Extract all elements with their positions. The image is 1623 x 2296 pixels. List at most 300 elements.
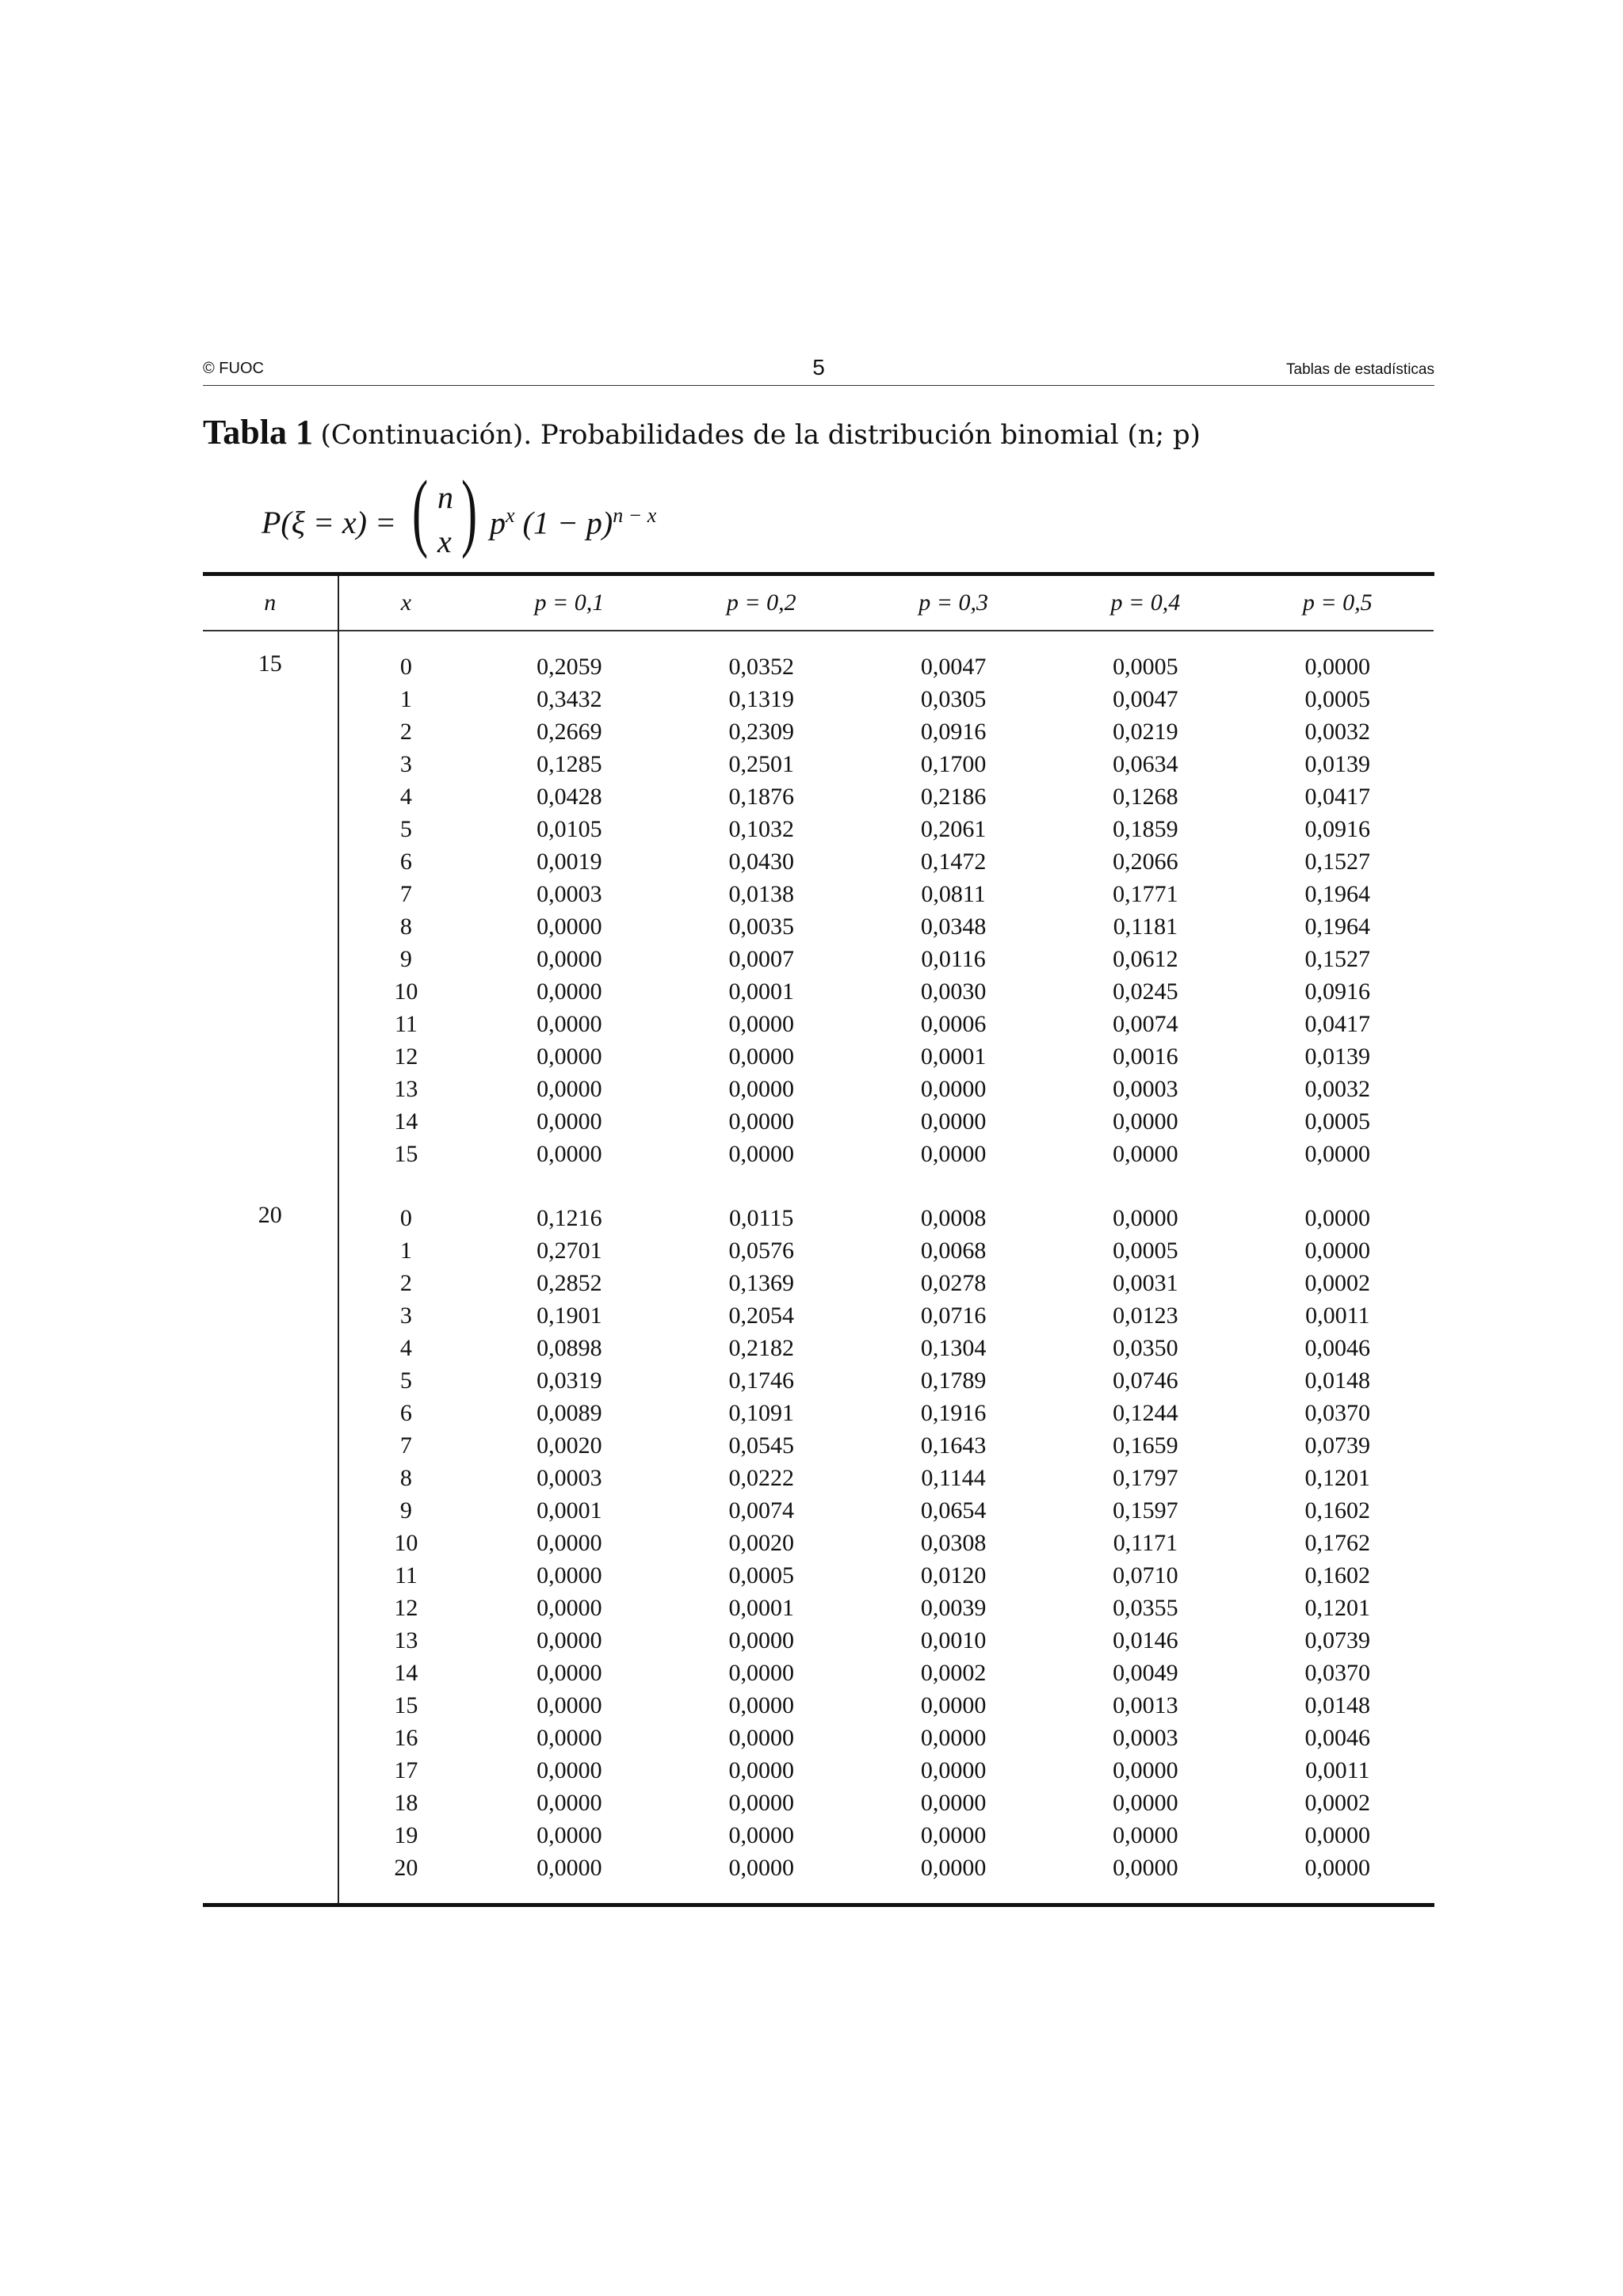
probability-cell: 0,1244 <box>1113 1399 1178 1426</box>
probability-cell: 0,0000 <box>537 945 602 972</box>
binom-right-paren: ) <box>461 463 478 559</box>
probability-cell: 0,0000 <box>1113 1821 1178 1848</box>
binomial-formula <box>262 463 737 570</box>
probability-cell: 0,0417 <box>1304 783 1371 810</box>
probability-cell: 0,0710 <box>1113 1562 1178 1589</box>
n-cell <box>203 1040 338 1073</box>
table-row <box>203 1332 1434 1364</box>
probability-cell: 0,0000 <box>728 1821 794 1848</box>
probability-cell: 0,0000 <box>537 1562 602 1589</box>
header-p04: p = 0,4 <box>1110 589 1181 616</box>
x-cell: 17 <box>394 1756 418 1783</box>
probability-cell: 0,0003 <box>537 880 602 907</box>
probability-cell: 0,1319 <box>728 685 794 712</box>
table-row <box>203 1008 1434 1040</box>
x-cell: 2 <box>399 718 412 745</box>
probability-cell: 0,0000 <box>1113 1756 1178 1783</box>
probability-cell: 0,0074 <box>728 1497 794 1524</box>
probability-cell: 0,0020 <box>537 1432 602 1459</box>
probability-cell: 0,0116 <box>921 945 986 972</box>
spacer-cell <box>666 1170 857 1202</box>
probability-cell: 0,0000 <box>920 1854 987 1881</box>
probability-cell: 0,0001 <box>728 1594 794 1621</box>
probability-cell: 0,0016 <box>1113 1043 1178 1070</box>
n-cell <box>203 910 338 943</box>
table-row <box>203 1105 1434 1138</box>
probability-cell: 0,0007 <box>728 945 794 972</box>
probability-cell: 0,0576 <box>728 1237 794 1264</box>
table-row <box>203 1299 1434 1332</box>
probability-cell: 0,0148 <box>1304 1367 1371 1394</box>
n-cell <box>203 813 338 845</box>
probability-cell: 0,2054 <box>728 1302 794 1329</box>
spacer-cell <box>1049 1170 1241 1202</box>
probability-cell: 0,0000 <box>537 1691 602 1718</box>
n-cell <box>203 1624 338 1657</box>
x-cell: 13 <box>394 1075 418 1102</box>
probability-cell: 0,2066 <box>1113 848 1178 875</box>
table-row <box>203 975 1434 1008</box>
block-spacer <box>203 631 1434 650</box>
probability-cell: 0,0000 <box>537 978 602 1005</box>
n-cell <box>203 1852 338 1884</box>
probability-cell: 0,0000 <box>728 1627 794 1653</box>
probability-cell: 0,0370 <box>1304 1659 1371 1686</box>
probability-cell: 0,1201 <box>1304 1464 1371 1491</box>
spacer-cell <box>666 1884 857 1903</box>
x-cell: 0 <box>399 653 412 680</box>
table-row <box>203 650 1434 683</box>
probability-cell: 0,1901 <box>537 1302 602 1329</box>
n-cell <box>203 715 338 748</box>
probability-cell: 0,0148 <box>1304 1691 1371 1718</box>
probability-cell: 0,0000 <box>728 1854 794 1881</box>
table-bottom-rule <box>203 1903 1434 1907</box>
table-row <box>203 1819 1434 1852</box>
table-title <box>203 412 1201 452</box>
probability-cell: 0,0005 <box>1113 1237 1178 1264</box>
spacer-cell <box>473 1884 665 1903</box>
probability-cell: 0,0000 <box>1113 1789 1178 1816</box>
header-p02: p = 0,2 <box>726 589 796 616</box>
probability-cell: 0,0000 <box>920 1691 987 1718</box>
probability-cell: 0,1285 <box>537 750 602 777</box>
spacer-cell <box>857 1170 1049 1202</box>
probability-cell: 0,0000 <box>1304 1854 1371 1881</box>
probability-cell: 0,1643 <box>920 1432 987 1459</box>
probability-cell: 0,0002 <box>1304 1789 1371 1816</box>
x-cell: 8 <box>399 1464 412 1491</box>
x-cell: 14 <box>394 1108 418 1135</box>
probability-cell: 0,0000 <box>728 1108 794 1135</box>
probability-cell: 0,2501 <box>728 750 794 777</box>
formula-lhs: P(ξ = x) = <box>262 505 396 540</box>
probability-cell: 0,0811 <box>921 880 986 907</box>
table-row <box>203 1559 1434 1592</box>
probability-cell: 0,0417 <box>1304 1010 1371 1037</box>
table-row <box>203 1852 1434 1884</box>
binom-left-paren: ( <box>412 463 429 559</box>
probability-cell: 0,0047 <box>920 653 987 680</box>
x-cell: 2 <box>399 1269 412 1296</box>
spacer-cell <box>338 1170 474 1202</box>
x-cell: 5 <box>399 1367 412 1394</box>
probability-cell: 0,0000 <box>920 1821 987 1848</box>
table-row <box>203 1040 1434 1073</box>
formula-exp-x: x <box>506 504 515 527</box>
probability-cell: 0,0916 <box>1304 978 1371 1005</box>
probability-cell: 0,0245 <box>1113 978 1178 1005</box>
formula-mid: (1 − p) <box>514 505 613 541</box>
table-row <box>203 1494 1434 1527</box>
probability-cell: 0,1700 <box>920 750 987 777</box>
probability-cell: 0,0032 <box>1304 718 1371 745</box>
n-cell <box>203 1722 338 1754</box>
n-cell <box>203 1494 338 1527</box>
table-row <box>203 1429 1434 1462</box>
table-row <box>203 1364 1434 1397</box>
probability-cell: 0,0000 <box>537 1075 602 1102</box>
probability-cell: 0,0146 <box>1113 1627 1178 1653</box>
probability-cell: 0,0003 <box>537 1464 602 1491</box>
x-cell: 9 <box>399 945 412 972</box>
table-row <box>203 1592 1434 1624</box>
probability-cell: 0,1369 <box>728 1269 794 1296</box>
probability-cell: 0,1268 <box>1113 783 1178 810</box>
n-cell <box>203 943 338 975</box>
probability-cell: 0,0039 <box>920 1594 987 1621</box>
probability-cell: 0,0035 <box>728 913 794 940</box>
probability-cell: 0,0000 <box>728 1691 794 1718</box>
table-row <box>203 910 1434 943</box>
probability-cell: 0,1964 <box>1304 880 1371 907</box>
probability-cell: 0,1964 <box>1304 913 1371 940</box>
table-row <box>203 1624 1434 1657</box>
probability-cell: 0,0068 <box>920 1237 987 1264</box>
probability-cell: 0,0746 <box>1113 1367 1178 1394</box>
probability-cell: 0,0348 <box>920 913 987 940</box>
header-x: x <box>400 589 412 616</box>
n-cell <box>203 1332 338 1364</box>
x-cell: 11 <box>394 1562 418 1589</box>
x-cell: 1 <box>399 1237 412 1264</box>
section-title: Tablas de estadísticas <box>1286 361 1434 378</box>
table-row <box>203 1234 1434 1267</box>
x-cell: 18 <box>394 1789 418 1816</box>
probability-cell: 0,0032 <box>1304 1075 1371 1102</box>
probability-cell: 0,0105 <box>537 815 602 842</box>
header-n: n <box>203 576 338 630</box>
probability-cell: 0,0008 <box>920 1204 987 1231</box>
x-cell: 3 <box>399 750 412 777</box>
probability-cell: 0,0049 <box>1113 1659 1178 1686</box>
probability-cell: 0,0000 <box>537 1854 602 1881</box>
n-cell <box>203 1819 338 1852</box>
probability-cell: 0,0000 <box>537 1756 602 1783</box>
probability-cell: 0,0000 <box>1113 1140 1178 1167</box>
probability-cell: 0,0031 <box>1113 1269 1178 1296</box>
probability-cell: 0,0370 <box>1304 1399 1371 1426</box>
probability-cell: 0,2059 <box>537 653 602 680</box>
probability-cell: 0,0000 <box>1304 1237 1371 1264</box>
table-row <box>203 1462 1434 1494</box>
formula-rhs <box>490 504 656 541</box>
probability-cell: 0,0046 <box>1304 1334 1371 1361</box>
n-cell <box>203 1138 338 1170</box>
probability-cell: 0,0000 <box>920 1789 987 1816</box>
probability-cell: 0,0654 <box>920 1497 987 1524</box>
probability-cell: 0,0138 <box>728 880 794 907</box>
probability-cell: 0,1032 <box>728 815 794 842</box>
table-row <box>203 813 1434 845</box>
x-cell: 3 <box>399 1302 412 1329</box>
table-row <box>203 715 1434 748</box>
probability-cell: 0,2669 <box>537 718 602 745</box>
spacer-cell <box>1242 1884 1434 1903</box>
probability-cell: 0,0011 <box>1305 1756 1370 1783</box>
probability-cell: 0,2852 <box>537 1269 602 1296</box>
probability-cell: 0,0352 <box>728 653 794 680</box>
probability-cell: 0,0612 <box>1113 945 1178 972</box>
spacer-cell <box>857 1884 1049 1903</box>
probability-cell: 0,0115 <box>729 1204 794 1231</box>
probability-cell: 0,0000 <box>920 1140 987 1167</box>
probability-cell: 0,0000 <box>1304 1821 1371 1848</box>
binomial-table <box>203 572 1434 1907</box>
x-cell: 4 <box>399 1334 412 1361</box>
probability-cell: 0,0739 <box>1304 1432 1371 1459</box>
table-row <box>203 943 1434 975</box>
probability-cell: 0,0005 <box>1304 1108 1371 1135</box>
probability-cell: 0,1797 <box>1113 1464 1178 1491</box>
header-p01: p = 0,1 <box>534 589 605 616</box>
x-cell: 6 <box>399 848 412 875</box>
probability-cell: 0,2701 <box>537 1237 602 1264</box>
probability-cell: 0,1144 <box>921 1464 986 1491</box>
probability-cell: 0,1597 <box>1113 1497 1178 1524</box>
n-cell <box>203 1234 338 1267</box>
probability-cell: 0,0019 <box>537 848 602 875</box>
x-cell: 12 <box>394 1594 418 1621</box>
probability-cell: 0,1876 <box>728 783 794 810</box>
probability-cell: 0,0011 <box>1305 1302 1370 1329</box>
probability-cell: 0,0006 <box>920 1010 987 1037</box>
probability-cell: 0,1472 <box>920 848 987 875</box>
probability-cell: 0,0000 <box>920 1075 987 1102</box>
table-title-label: Tabla 1 <box>203 413 314 452</box>
probability-cell: 0,1201 <box>1304 1594 1371 1621</box>
n-cell <box>203 1073 338 1105</box>
table-row <box>203 748 1434 780</box>
n-cell <box>203 1364 338 1397</box>
probability-cell: 0,2309 <box>728 718 794 745</box>
probability-cell: 0,1789 <box>920 1367 987 1394</box>
table-row <box>203 1527 1434 1559</box>
table-row <box>203 683 1434 715</box>
header-p03: p = 0,3 <box>918 589 988 616</box>
x-cell: 20 <box>394 1854 418 1881</box>
spacer-cell <box>666 631 857 650</box>
block-spacer <box>203 1170 1434 1202</box>
probability-cell: 0,0001 <box>920 1043 987 1070</box>
probability-cell: 0,0001 <box>537 1497 602 1524</box>
x-cell: 4 <box>399 783 412 810</box>
table-row <box>203 878 1434 910</box>
probability-cell: 0,0000 <box>728 1724 794 1751</box>
n-cell <box>203 1429 338 1462</box>
probability-cell: 0,1859 <box>1113 815 1178 842</box>
probability-cell: 0,0002 <box>1304 1269 1371 1296</box>
table-row <box>203 1397 1434 1429</box>
n-cell <box>203 780 338 813</box>
table-row <box>203 1754 1434 1787</box>
x-cell: 14 <box>394 1659 418 1686</box>
probability-cell: 0,0139 <box>1304 1043 1371 1070</box>
probability-cell: 0,0005 <box>728 1562 794 1589</box>
n-cell <box>203 1462 338 1494</box>
header-p05: p = 0,5 <box>1302 589 1373 616</box>
page-number: 5 <box>812 355 825 379</box>
probability-cell: 0,0010 <box>920 1627 987 1653</box>
n-cell <box>203 1592 338 1624</box>
probability-cell: 0,0000 <box>537 1789 602 1816</box>
probability-cell: 0,0003 <box>1113 1075 1178 1102</box>
n-cell <box>203 1008 338 1040</box>
n-cell <box>203 1299 338 1332</box>
probability-cell: 0,1171 <box>1113 1529 1178 1556</box>
spacer-cell <box>338 1884 474 1903</box>
probability-cell: 0,0000 <box>1113 1108 1178 1135</box>
probability-cell: 0,0000 <box>537 913 602 940</box>
table-body <box>203 630 1434 1903</box>
probability-cell: 0,0030 <box>920 978 987 1005</box>
probability-cell: 0,0000 <box>537 1010 602 1037</box>
probability-cell: 0,0319 <box>537 1367 602 1394</box>
table-row <box>203 1722 1434 1754</box>
x-cell: 7 <box>399 880 412 907</box>
probability-cell: 0,0000 <box>728 1659 794 1686</box>
x-cell: 6 <box>399 1399 412 1426</box>
probability-cell: 0,0350 <box>1113 1334 1178 1361</box>
probability-cell: 0,0916 <box>920 718 987 745</box>
probability-cell: 0,0000 <box>537 1140 602 1167</box>
probability-cell: 0,1091 <box>728 1399 794 1426</box>
x-cell: 0 <box>399 1204 412 1231</box>
n-cell <box>203 1397 338 1429</box>
probability-cell: 0,0898 <box>537 1334 602 1361</box>
table-row <box>203 1657 1434 1689</box>
probability-cell: 0,0013 <box>1113 1691 1178 1718</box>
probability-cell: 0,1746 <box>728 1367 794 1394</box>
probability-cell: 0,0005 <box>1113 653 1178 680</box>
probability-cell: 0,1304 <box>920 1334 987 1361</box>
probability-cell: 0,0020 <box>728 1529 794 1556</box>
probability-cell: 0,1771 <box>1113 880 1178 907</box>
x-cell: 7 <box>399 1432 412 1459</box>
probability-cell: 0,0046 <box>1304 1724 1371 1751</box>
x-cell: 10 <box>394 978 418 1005</box>
table-row <box>203 1138 1434 1170</box>
probability-cell: 0,0916 <box>1304 815 1371 842</box>
probability-cell: 0,0545 <box>728 1432 794 1459</box>
probability-cell: 0,0278 <box>920 1269 987 1296</box>
probability-cell: 0,0000 <box>920 1756 987 1783</box>
probability-cell: 0,0003 <box>1113 1724 1178 1751</box>
spacer-cell <box>1242 631 1434 650</box>
spacer-cell <box>1049 1884 1241 1903</box>
n-cell <box>203 975 338 1008</box>
probability-cell: 0,1527 <box>1304 945 1371 972</box>
probability-cell: 0,3432 <box>537 685 602 712</box>
probability-cell: 0,0002 <box>920 1659 987 1686</box>
probability-cell: 0,0000 <box>1113 1204 1178 1231</box>
probability-cell: 0,0219 <box>1113 718 1178 745</box>
n-cell: 15 <box>203 650 338 683</box>
spacer-cell <box>1049 631 1241 650</box>
n-cell <box>203 683 338 715</box>
spacer-cell <box>203 1884 338 1903</box>
probability-cell: 0,1762 <box>1304 1529 1371 1556</box>
formula-exp-n-x: n − x <box>613 504 657 527</box>
table-title-text: (Continuación). Probabilidades de la distribución binomial (n; p) <box>320 419 1201 451</box>
n-cell <box>203 1527 338 1559</box>
probability-cell: 0,0089 <box>537 1399 602 1426</box>
probability-cell: 0,0000 <box>728 1140 794 1167</box>
n-cell <box>203 1657 338 1689</box>
end-spacer <box>203 1884 1434 1903</box>
table-row <box>203 845 1434 878</box>
x-cell: 9 <box>399 1497 412 1524</box>
probability-cell: 0,0120 <box>920 1562 987 1589</box>
probability-cell: 0,0000 <box>537 1659 602 1686</box>
n-cell <box>203 878 338 910</box>
spacer-cell <box>473 1170 665 1202</box>
probability-cell: 0,1216 <box>537 1204 602 1231</box>
probability-cell: 0,0000 <box>728 1075 794 1102</box>
binom-top: n <box>437 479 453 515</box>
x-cell: 12 <box>394 1043 418 1070</box>
spacer-cell <box>338 631 474 650</box>
probability-cell: 0,0001 <box>728 978 794 1005</box>
probability-cell: 0,0000 <box>537 1821 602 1848</box>
probability-cell: 0,0634 <box>1113 750 1178 777</box>
probability-cell: 0,0000 <box>1304 653 1371 680</box>
probability-cell: 0,1916 <box>920 1399 987 1426</box>
probability-cell: 0,2186 <box>920 783 987 810</box>
n-cell <box>203 1787 338 1819</box>
probability-cell: 0,0000 <box>728 1756 794 1783</box>
x-cell: 1 <box>399 685 412 712</box>
x-cell: 16 <box>394 1724 418 1751</box>
x-cell: 15 <box>394 1140 418 1167</box>
probability-cell: 0,0000 <box>537 1529 602 1556</box>
probability-cell: 0,0000 <box>1113 1854 1178 1881</box>
probability-cell: 0,0430 <box>728 848 794 875</box>
table-row <box>203 1202 1434 1234</box>
probability-cell: 0,1602 <box>1304 1497 1371 1524</box>
table-row <box>203 1689 1434 1722</box>
probability-cell: 0,0000 <box>537 1043 602 1070</box>
n-cell <box>203 1559 338 1592</box>
spacer-cell <box>203 1170 338 1202</box>
binom-bottom: x <box>437 524 452 559</box>
n-cell <box>203 748 338 780</box>
probability-cell: 0,0222 <box>728 1464 794 1491</box>
x-cell: 19 <box>394 1821 418 1848</box>
probability-cell: 0,0000 <box>920 1724 987 1751</box>
probability-cell: 0,0123 <box>1113 1302 1178 1329</box>
probability-cell: 0,0000 <box>537 1724 602 1751</box>
